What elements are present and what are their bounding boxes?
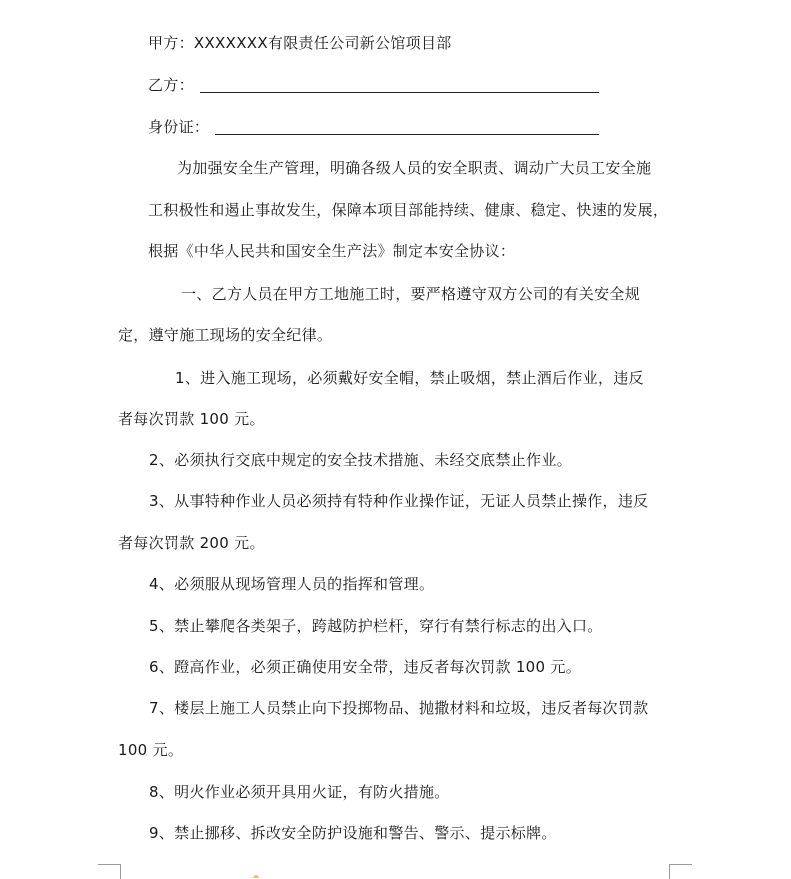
item7-line-2: 100 元。 bbox=[118, 741, 184, 759]
item3-line-1: 3、从事特种作业人员必须持有特种作业操作证，无证人员禁止操作，违反 bbox=[149, 492, 649, 510]
party-b-blank-line bbox=[200, 92, 599, 93]
item9-line-1: 9、禁止挪移、拆改安全防护设施和警告、警示、提示标牌。 bbox=[149, 824, 557, 842]
party-a-value: XXXXXXX有限责任公司新公馆项目部 bbox=[193, 34, 452, 52]
item4-line-1: 4、必须服从现场管理人员的指挥和管理。 bbox=[149, 575, 435, 593]
item5-line-1: 5、禁止攀爬各类架子，跨越防护栏杆，穿行有禁行标志的出入口。 bbox=[149, 617, 603, 635]
crop-mark-bottom-left bbox=[98, 864, 121, 879]
item8-line-1: 8、明火作业必须开具用火证，有防火措施。 bbox=[149, 783, 450, 801]
id-blank-line bbox=[215, 134, 599, 135]
party-a-label: 甲方： bbox=[148, 34, 194, 52]
item6-line-1: 6、蹬高作业，必须正确使用安全带，违反者每次罚款 100 元。 bbox=[149, 658, 582, 676]
party-b-label: 乙方： bbox=[148, 76, 194, 94]
party-a-line bbox=[148, 33, 452, 53]
intro-line-1: 为加强安全生产管理，明确各级人员的安全职责、调动广大员工安全施 bbox=[177, 159, 652, 177]
section1-line-2: 定，遵守施工现场的安全纪律。 bbox=[118, 326, 333, 344]
item7-line-1: 7、楼层上施工人员禁止向下投掷物品、抛撒材料和垃圾，违反者每次罚款 bbox=[149, 699, 649, 717]
item3-line-2: 者每次罚款 200 元。 bbox=[118, 534, 265, 552]
intro-line-3: 根据《中华人民共和国安全生产法》制定本安全协议： bbox=[148, 242, 516, 260]
crop-mark-bottom-right bbox=[669, 864, 692, 879]
section1-line-1: 一、乙方人员在甲方工地施工时，要严格遵守双方公司的有关安全规 bbox=[181, 285, 641, 303]
item1-line-1: 1、进入施工现场，必须戴好安全帽，禁止吸烟，禁止酒后作业，违反 bbox=[175, 369, 644, 387]
item1-line-2: 者每次罚款 100 元。 bbox=[118, 410, 265, 428]
intro-line-2: 工积极性和遏止事故发生，保障本项目部能持续、健康、稳定、快速的发展， bbox=[148, 201, 669, 219]
item2-line-1: 2、必须执行交底中规定的安全技术措施、未经交底禁止作业。 bbox=[149, 451, 572, 469]
id-label: 身份证： bbox=[148, 118, 210, 136]
